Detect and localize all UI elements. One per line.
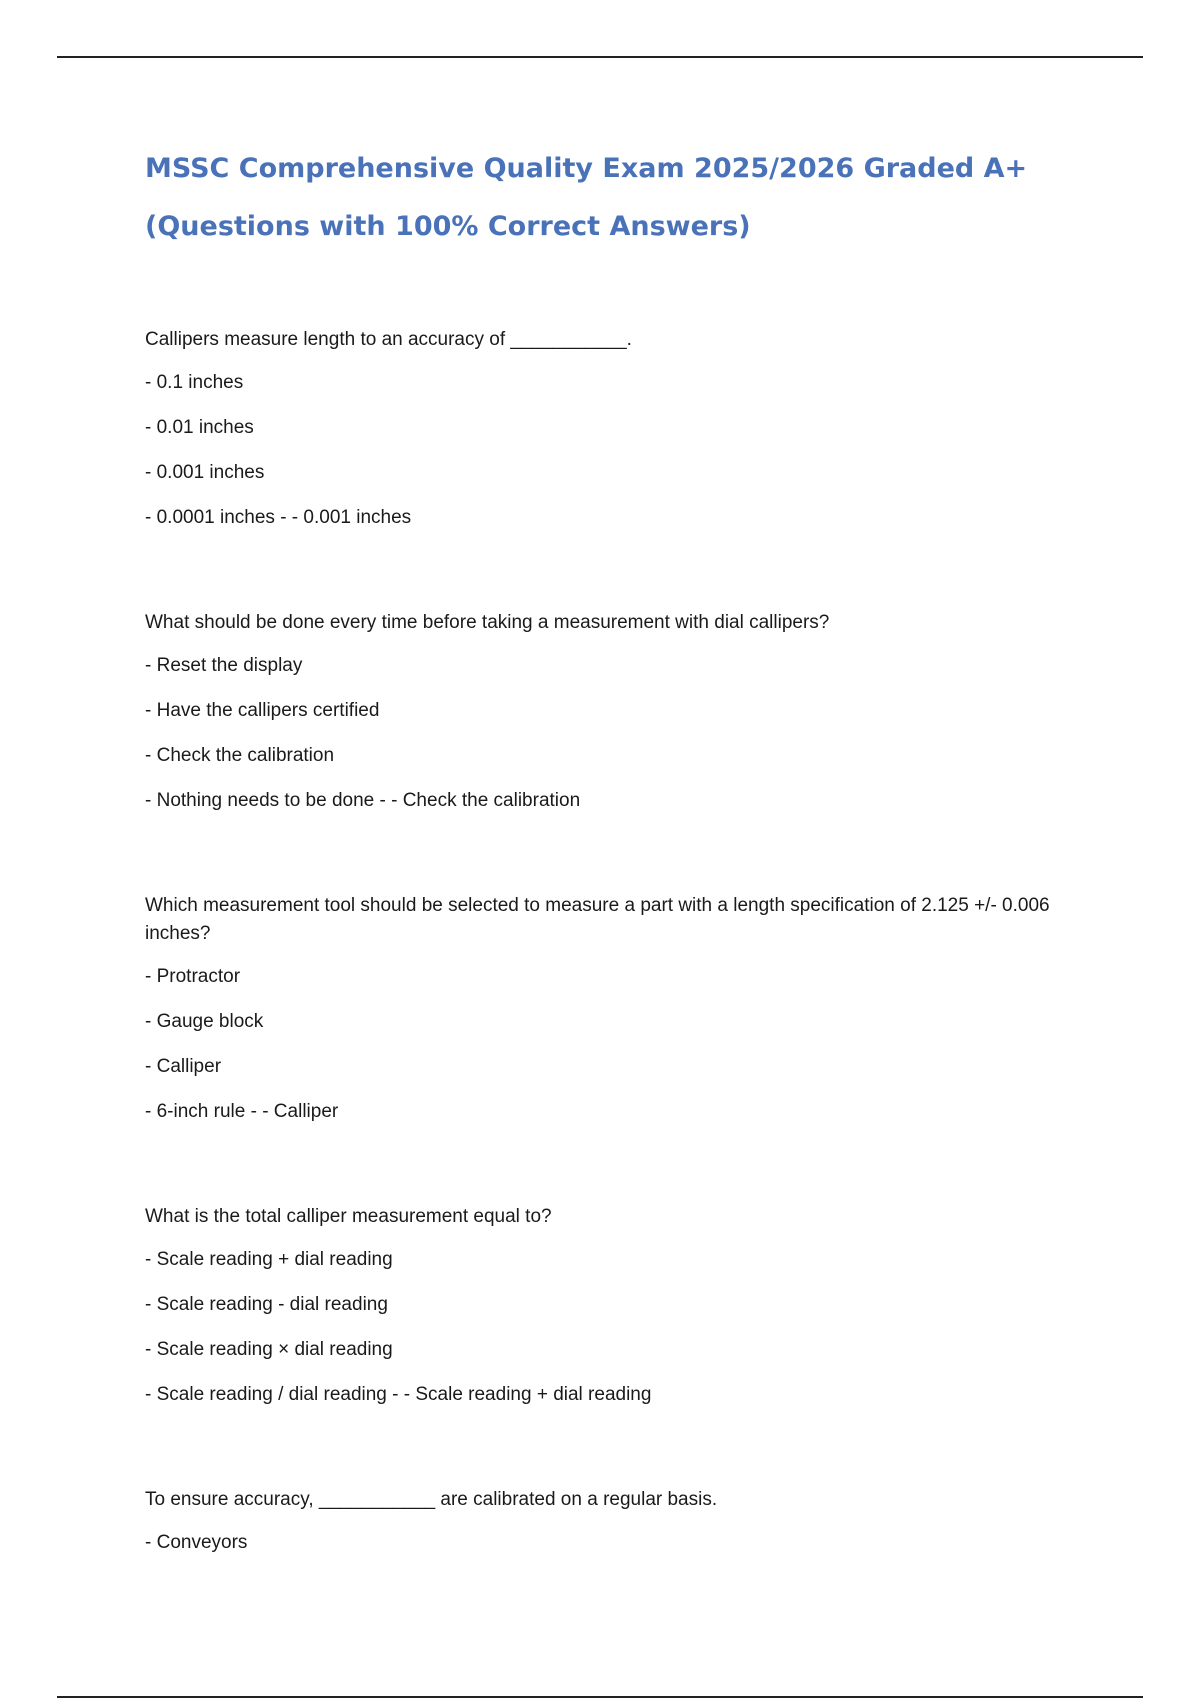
option-item: - 6-inch rule - - Calliper [145,1101,339,1122]
question-text: Which measurement tool should be selected to measure a part with a length specification of 2.125 +/- 0.006 inches? [145,895,1050,944]
question-text: What is the total calliper measurement equal to? [145,1206,552,1227]
option-item: - Have the callipers certified [145,700,380,721]
question-text: Callipers measure length to an accuracy of ___________. [145,329,632,350]
option-item: - 0.001 inches [145,462,265,483]
question-block [145,326,1065,531]
option-list [145,1530,1065,1556]
option-list [145,370,1065,531]
footer-rule [57,1696,1143,1698]
option-list [145,1247,1065,1408]
option-item: - Scale reading × dial reading [145,1339,393,1360]
document-body [145,140,1065,1634]
document-title: MSSC Comprehensive Quality Exam 2025/2026 Graded A+ (Questions with 100% Correct Answers) [145,153,1028,242]
question-text: What should be done every time before taking a measurement with dial callipers? [145,612,830,633]
option-item: - Reset the display [145,655,303,676]
option-item: - Scale reading - dial reading [145,1294,388,1315]
question-block [145,1203,1065,1408]
option-item: - 0.1 inches [145,372,244,393]
option-item: - Nothing needs to be done - - Check the calibration [145,790,581,811]
option-item: - Conveyors [145,1532,248,1553]
option-item: - Gauge block [145,1011,264,1032]
option-item: - Calliper [145,1056,222,1077]
question-text: To ensure accuracy, ___________ are calibrated on a regular basis. [145,1489,718,1510]
option-list [145,653,1065,814]
option-item: - 0.0001 inches - - 0.001 inches [145,507,412,528]
option-item: - Scale reading / dial reading - - Scale reading + dial reading [145,1384,652,1405]
option-item: - 0.01 inches [145,417,254,438]
question-block [145,609,1065,814]
option-item: - Protractor [145,966,241,987]
option-list [145,964,1065,1125]
question-block [145,1486,1065,1556]
option-item: - Scale reading + dial reading [145,1249,393,1270]
option-item: - Check the calibration [145,745,335,766]
question-block [145,892,1065,1125]
header-rule [57,56,1143,58]
